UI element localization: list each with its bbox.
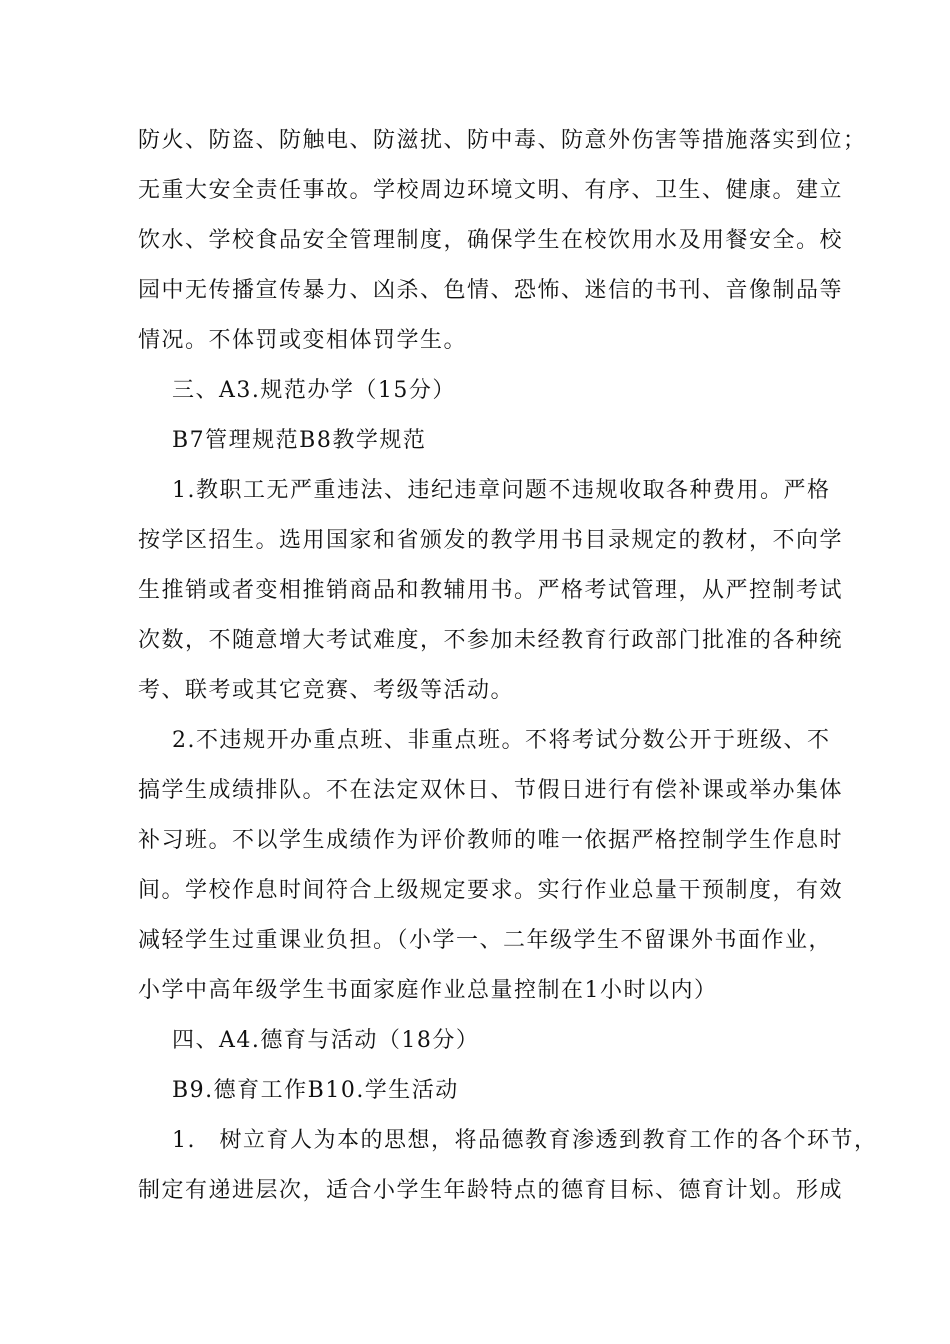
subsection-heading: B7管理规范B8教学规范 xyxy=(172,428,427,453)
paragraph-line: 补习班。不以学生成绩作为评价教师的唯一依据严格控制学生作息时 xyxy=(138,828,844,853)
section-heading: 四、A4.德育与活动（18分） xyxy=(172,1028,480,1053)
paragraph-line: 生推销或者变相推销商品和教辅用书。严格考试管理，从严控制考试 xyxy=(138,578,844,603)
paragraph-line: 小学中高年级学生书面家庭作业总量控制在1小时以内） xyxy=(138,978,718,1003)
paragraph-line: 次数，不随意增大考试难度，不参加未经教育行政部门批准的各种统 xyxy=(138,628,844,653)
paragraph-line: 情况。不体罚或变相体罚学生。 xyxy=(138,328,468,353)
paragraph-line: 无重大安全责任事故。学校周边环境文明、有序、卫生、健康。建立 xyxy=(138,178,844,203)
paragraph-line: 搞学生成绩排队。不在法定双休日、节假日进行有偿补课或举办集体 xyxy=(138,778,844,803)
paragraph-line: 园中无传播宣传暴力、凶杀、色情、恐怖、迷信的书刊、音像制品等 xyxy=(138,278,844,303)
paragraph-line: 防火、防盗、防触电、防滋扰、防中毒、防意外伤害等措施落实到位； xyxy=(138,128,867,153)
paragraph-line: 考、联考或其它竞赛、考级等活动。 xyxy=(138,678,515,703)
paragraph-line: 间。学校作息时间符合上级规定要求。实行作业总量干预制度，有效 xyxy=(138,878,844,903)
paragraph-line: 1. 树立育人为本的思想，将品德教育渗透到教育工作的各个环节， xyxy=(172,1128,878,1153)
paragraph-line: 减轻学生过重课业负担。（小学一、二年级学生不留课外书面作业， xyxy=(138,928,833,953)
section-heading: 三、A3.规范办学（15分） xyxy=(172,378,456,403)
paragraph-line: 1.教职工无严重违法、违纪违章问题不违规收取各种费用。严格 xyxy=(172,478,831,503)
subsection-heading: B9.德育工作B10.学生活动 xyxy=(172,1078,459,1103)
paragraph-line: 按学区招生。选用国家和省颁发的教学用书目录规定的教材，不向学 xyxy=(138,528,844,553)
paragraph-line: 制定有递进层次，适合小学生年龄特点的德育目标、德育计划。形成 xyxy=(138,1178,844,1203)
paragraph-line: 2.不违规开办重点班、非重点班。不将考试分数公开于班级、不 xyxy=(172,728,831,753)
paragraph-line: 饮水、学校食品安全管理制度，确保学生在校饮用水及用餐安全。校 xyxy=(138,228,844,253)
